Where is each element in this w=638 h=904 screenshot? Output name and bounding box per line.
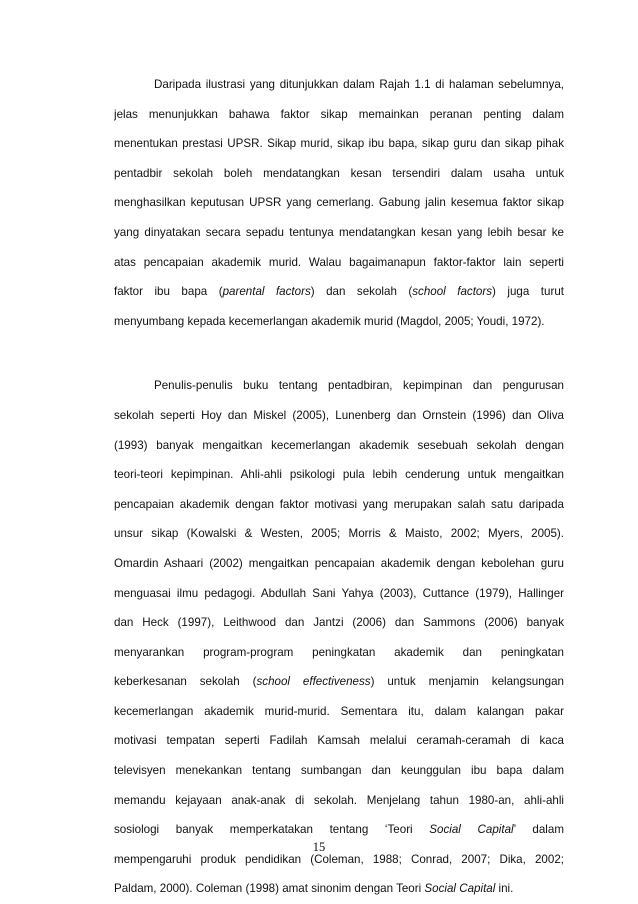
text-line: (1993) banyak mengaitkan kecemerlangan akademik sesebuah sekolah dengan [114,438,564,452]
text-line: televisyen menekankan tentang sumbangan dan keunggulan ibu bapa dalam [114,764,564,778]
paragraph-2 [114,371,564,904]
text-line: memandu kejayaan anak-anak di sekolah. Menjelang tahun 1980-an, ahli-ahli [114,793,564,807]
text-line: menentukan prestasi UPSR. Sikap murid, sikap ibu bapa, sikap guru dan sikap pihak [114,137,564,151]
text-line: dan Heck (1997), Leithwood dan Jantzi (2006) dan Sammons (2006) banyak [114,616,564,630]
text-line: yang dinyatakan secara sepadu tentunya mendatangkan kesan yang lebih besar ke [114,225,564,239]
text-line: sekolah seperti Hoy dan Miskel (2005), Lunenberg dan Ornstein (1996) dan Oliva [114,408,564,422]
text-line: menghasilkan keputusan UPSR yang cemerlang. Gabung jalin kesemua faktor sikap [114,196,564,210]
text-line: kecemerlangan akademik murid-murid. Sementara itu, dalam kalangan pakar [114,704,564,718]
text-line: mempengaruhi produk pendidikan (Coleman, 1988; Conrad, 2007; Dika, 2002; [114,852,564,866]
text-line: sosiologi banyak memperkatakan tentang ‘Teori Social Capital’ dalam [114,823,564,837]
text-line: menyumbang kepada kecemerlangan akademik murid (Magdol, 2005; Youdi, 1972). [114,314,545,328]
text-line: keberkesanan sekolah (school effectiveness) untuk menjamin kelangsungan [114,675,564,689]
text-line: jelas menunjukkan bahawa faktor sikap memainkan peranan penting dalam [114,107,564,121]
text-line: pentadbir sekolah boleh mendatangkan kesan tersendiri dalam usaha untuk [114,166,564,180]
text-line: motivasi tempatan seperti Fadilah Kamsah melalui ceramah-ceramah di kaca [114,734,564,748]
text-line: Penulis-penulis buku tentang pentadbiran, kepimpinan dan pengurusan [154,379,564,393]
text-line: faktor ibu bapa (parental factors) dan sekolah (school factors) juga turut [114,285,564,299]
paragraph-1 [114,70,564,336]
text-line: unsur sikap (Kowalski & Westen, 2005; Morris & Maisto, 2002; Myers, 2005). [114,527,564,541]
text-line: menyarankan program-program peningkatan akademik dan peningkatan [114,645,564,659]
text-line: atas pencapaian akademik murid. Walau bagaimanapun faktor-faktor lain seperti [114,255,564,269]
text-line: Paldam, 2000). Coleman (1998) amat sinonim dengan Teori Social Capital ini. [114,882,514,896]
page-number: 15 [312,840,326,854]
text-line: menguasai ilmu pedagogi. Abdullah Sani Yahya (2003), Cuttance (1979), Hallinger [114,586,564,600]
text-line: pencapaian akademik dengan faktor motivasi yang merupakan salah satu daripada [114,497,564,511]
text-line: teori-teori kepimpinan. Ahli-ahli psikologi pula lebih cenderung untuk mengaitkan [114,468,564,482]
text-line: Daripada ilustrasi yang ditunjukkan dalam Rajah 1.1 di halaman sebelumnya, [154,78,564,91]
text-line: Omardin Ashaari (2002) mengaitkan pencapaian akademik dengan kebolehan guru [114,556,564,570]
body-text [114,70,564,904]
